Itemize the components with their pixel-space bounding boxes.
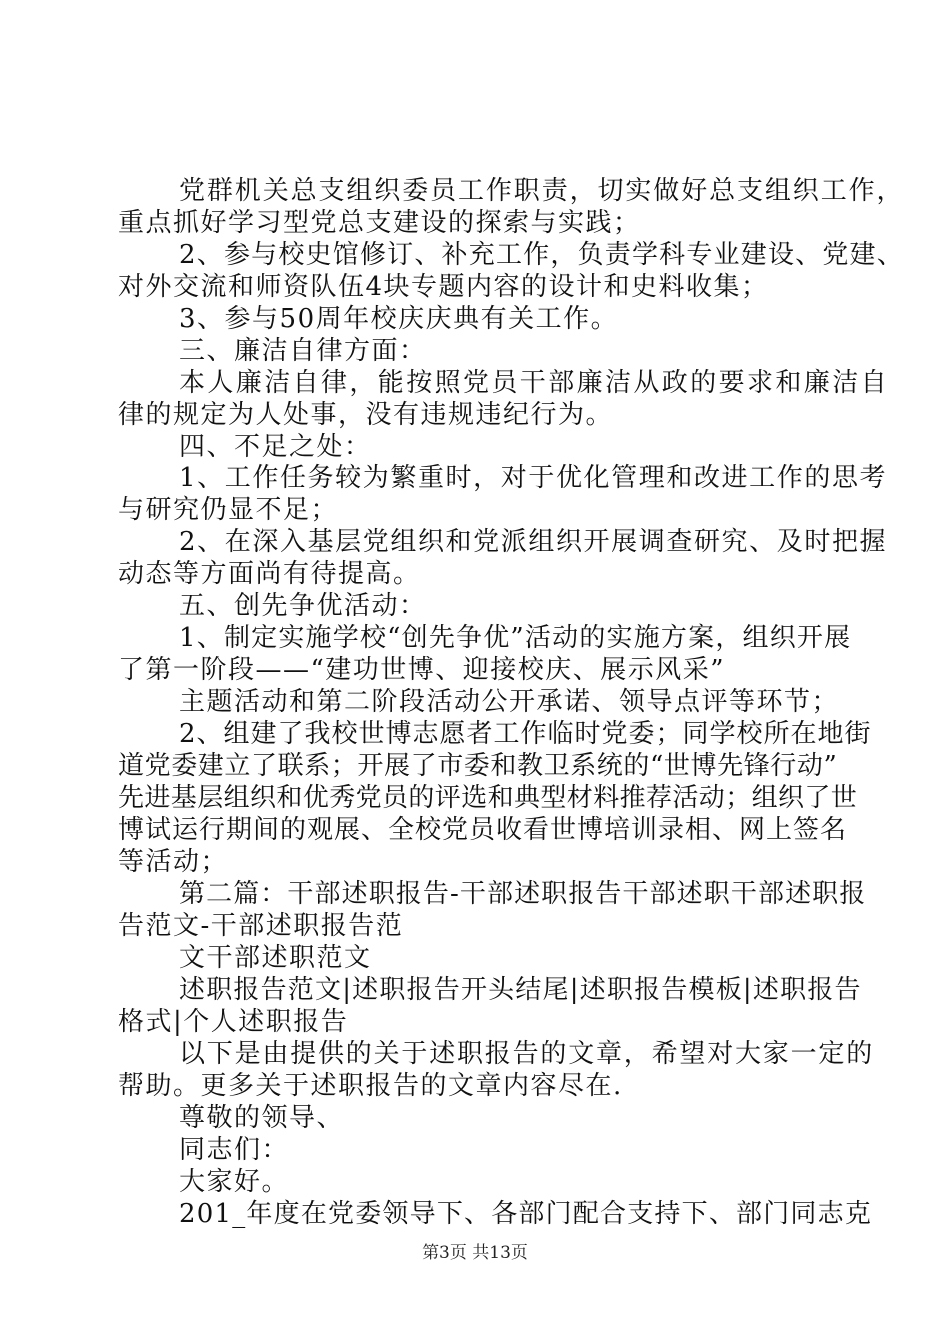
body-line: 重点抓好学习型党总支建设的探索与实践； [118, 208, 641, 238]
body-line: 对外交流和师资队伍4块专题内容的设计和史料收集； [118, 272, 769, 302]
body-line: 博试运行期间的观展、全校党员收看世博培训录相、网上签名 [118, 815, 848, 845]
body-line: 格式|个人述职报告 [118, 1007, 349, 1037]
body-line: 2、参与校史馆修订、补充工作，负责学科专业建设、党建、 [179, 240, 904, 270]
salutation-line: 同志们： [179, 1135, 290, 1165]
body-line: 帮助。更多关于述职报告的文章内容尽在. [118, 1071, 623, 1101]
body-line: 律的规定为人处事，没有违规违纪行为。 [118, 400, 614, 430]
body-line: 本人廉洁自律，能按照党员干部廉洁从政的要求和廉洁自 [179, 368, 890, 398]
body-line: 与研究仍显不足； [118, 495, 339, 525]
body-line: 述职报告范文|述职报告开头结尾|述职报告模板|述职报告 [179, 975, 862, 1005]
body-line: 2、在深入基层党组织和党派组织开展调查研究、及时把握 [179, 527, 888, 557]
body-line: 主题活动和第二阶段活动公开承诺、领导点评等环节； [179, 687, 840, 717]
body-line: 道党委建立了联系；开展了市委和教卫系统的“世博先锋行动” [118, 751, 838, 781]
body-line: 告范文-干部述职报告范 [118, 911, 404, 941]
body-line: 1、制定实施学校“创先争优”活动的实施方案，组织开展 [179, 623, 852, 653]
body-line: 1、工作任务较为繁重时，对于优化管理和改进工作的思考 [179, 463, 888, 493]
section-heading: 三、廉洁自律方面： [179, 336, 427, 366]
body-line: 了第一阶段——“建功世博、迎接校庆、展示风采” [118, 655, 726, 685]
section-heading: 第二篇：干部述职报告-干部述职报告干部述职干部述职报 [179, 879, 867, 909]
body-line: 党群机关总支组织委员工作职责，切实做好总支组织工作， [179, 176, 905, 206]
body-line: 2、组建了我校世博志愿者工作临时党委；同学校所在地街 [179, 719, 872, 749]
body-line: 3、参与50周年校庆庆典有关工作。 [179, 304, 619, 334]
page-number-footer: 第3页 共13页 [422, 1243, 528, 1263]
section-heading: 四、不足之处： [179, 432, 372, 462]
body-line: 先进基层组织和优秀党员的评选和典型材料推荐活动；组织了世 [118, 783, 858, 813]
section-heading: 五、创先争优活动： [179, 591, 427, 621]
body-line: 以下是由提供的关于述职报告的文章，希望对大家一定的 [179, 1039, 875, 1069]
salutation-line: 尊敬的领导、 [179, 1103, 345, 1133]
body-line: 动态等方面尚有待提高。 [118, 559, 421, 589]
body-line: 等活动； [118, 847, 229, 877]
greeting-line: 大家好。 [179, 1167, 290, 1197]
body-line: 201_年度在党委领导下、各部门配合支持下、部门同志克 [179, 1199, 873, 1229]
body-line: 文干部述职范文 [179, 943, 372, 973]
